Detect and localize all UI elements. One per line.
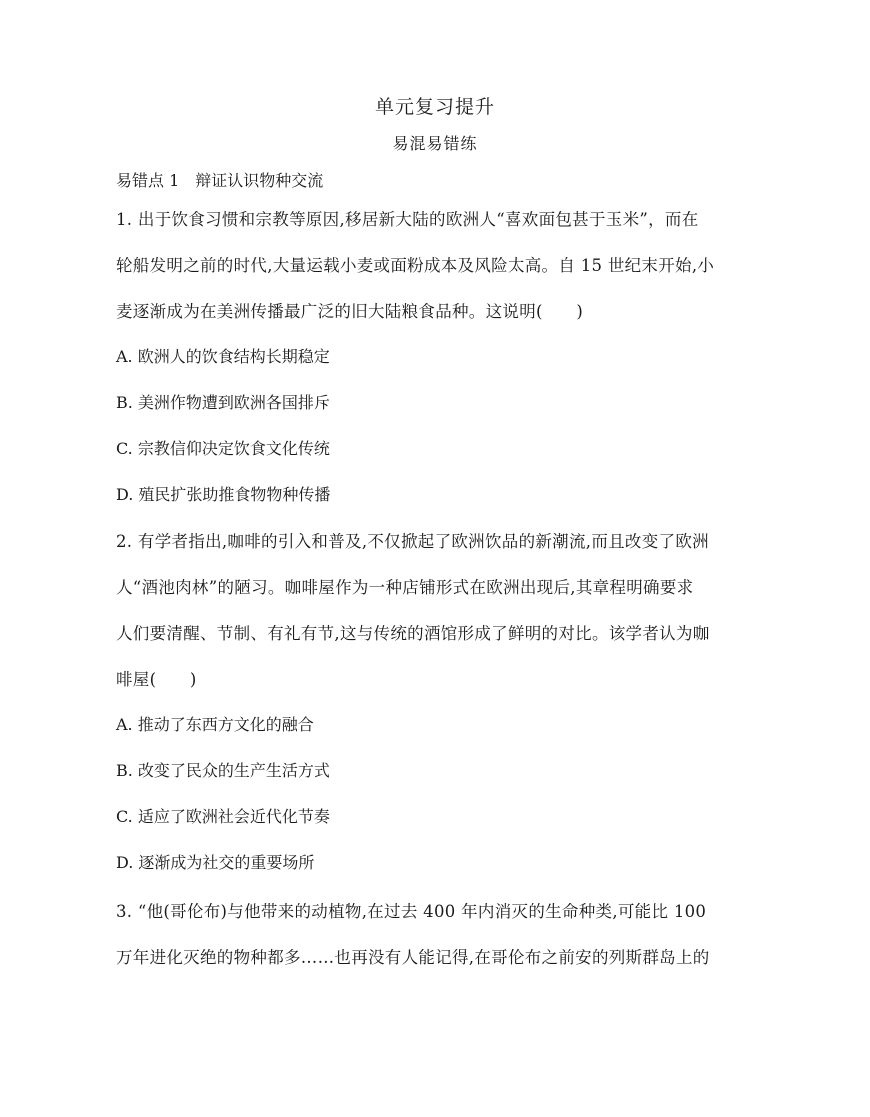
question-2-option-a: A. 推动了东西方文化的融合 bbox=[116, 715, 314, 734]
question-1-line-3: 麦逐渐成为在美洲传播最广泛的旧大陆粮食品种。这说明( ) bbox=[116, 302, 584, 321]
question-2-line-4: 啡屋( ) bbox=[116, 670, 197, 689]
section-label: 易错点 1 辩证认识物种交流 bbox=[116, 171, 324, 190]
question-2-line-1: 2. 有学者指出,咖啡的引入和普及,不仅掀起了欧洲饮品的新潮流,而且改变了欧洲 bbox=[116, 532, 709, 551]
question-2-option-c: C. 适应了欧洲社会近代化节奏 bbox=[116, 807, 330, 826]
question-2-option-b: B. 改变了民众的生产生活方式 bbox=[116, 761, 330, 780]
question-3-line-2: 万年进化灭绝的物种都多……也再没有人能记得,在哥伦布之前安的列斯群岛上的 bbox=[116, 948, 710, 967]
question-2-line-2: 人“酒池肉林”的陋习。咖啡屋作为一种店铺形式在欧洲出现后,其章程明确要求 bbox=[116, 578, 694, 597]
question-3-line-1: 3. “他(哥伦布)与他带来的动植物,在过去 400 年内消灭的生命种类,可能比 100 bbox=[116, 902, 707, 921]
question-1-option-a: A. 欧洲人的饮食结构长期稳定 bbox=[116, 347, 330, 366]
question-2-option-d: D. 逐渐成为社交的重要场所 bbox=[116, 853, 315, 872]
page-title: 单元复习提升 bbox=[374, 96, 495, 118]
question-1-option-b: B. 美洲作物遭到欧洲各国排斥 bbox=[116, 393, 330, 412]
question-1-option-c: C. 宗教信仰决定饮食文化传统 bbox=[116, 439, 330, 458]
question-1-line-2: 轮船发明之前的时代,大量运载小麦或面粉成本及风险太高。自 15 世纪末开始,小 bbox=[116, 256, 715, 275]
question-1-line-1: 1. 出于饮食习惯和宗教等原因,移居新大陆的欧洲人“喜欢面包甚于玉米”，而在 bbox=[116, 210, 699, 229]
question-1-option-d: D. 殖民扩张助推食物物种传播 bbox=[116, 485, 331, 504]
page-subtitle: 易混易错练 bbox=[392, 134, 478, 153]
question-2-line-3: 人们要清醒、节制、有礼有节,这与传统的酒馆形成了鲜明的对比。该学者认为咖 bbox=[116, 624, 710, 643]
